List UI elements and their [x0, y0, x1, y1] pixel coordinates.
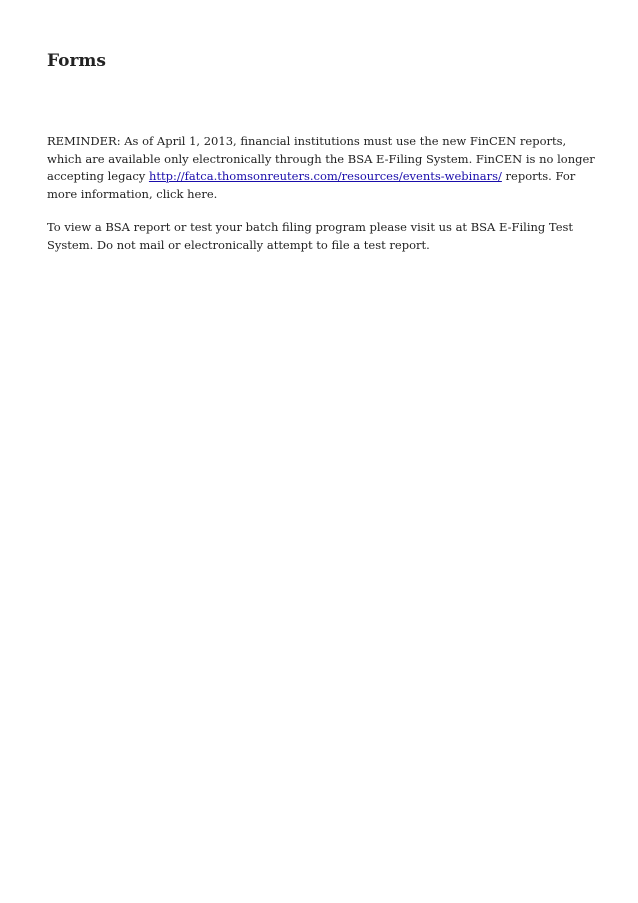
test-system-paragraph: To view a BSA report or test your batch filing program please visit us at BSA E-Filing Test System. Do not mail or electronically attempt to file a test report.	[47, 220, 574, 252]
reminder-text-after-link: reports. For more information, click here.	[47, 169, 576, 201]
reminder-text-before-link: REMINDER: As of April 1, 2013, financial institutions must use the new FinCEN reports, which are available only electronically through the BSA E-Filing System. FinCEN is no longer accepting legacy	[47, 134, 595, 183]
reminder-paragraph	[47, 133, 595, 203]
events-webinars-link[interactable]: http://fatca.thomsonreuters.com/resources/events-webinars/	[148, 169, 502, 183]
page-title: Forms	[47, 51, 106, 71]
document-body	[47, 133, 595, 270]
